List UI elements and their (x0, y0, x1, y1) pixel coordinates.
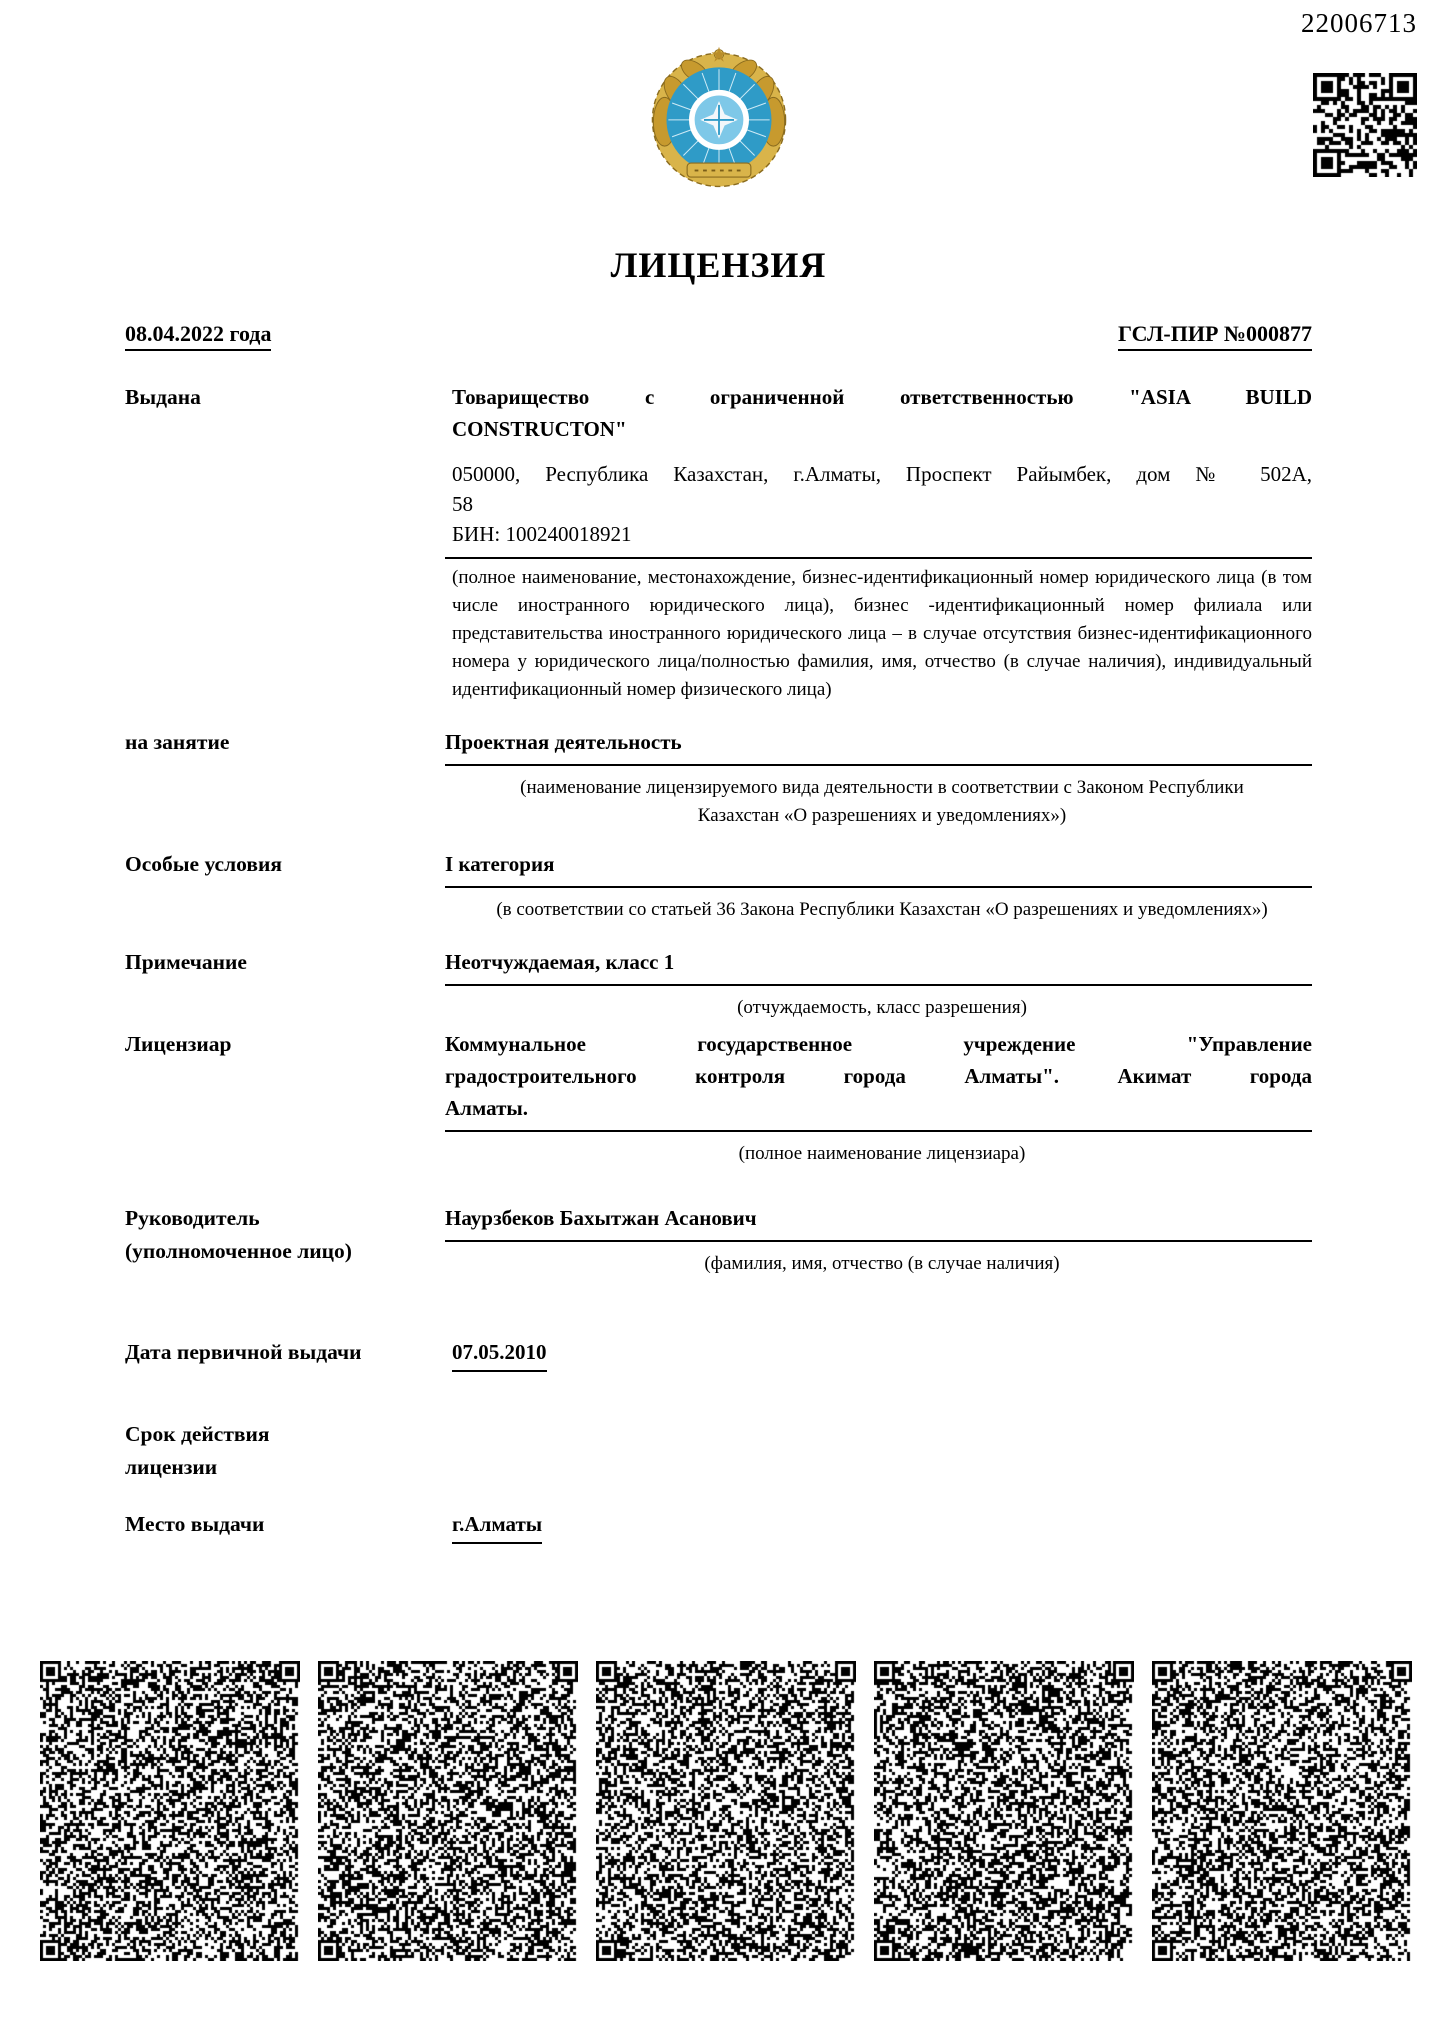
special-conditions-note: (в соответствии со статьей 36 Закона Республики Казахстан «О разрешениях и уведомлениях») (496, 899, 1268, 920)
special-conditions-label: Особые условия (125, 852, 283, 876)
first-issue-date-label: Дата первичной выдачи (125, 1340, 362, 1364)
license-number: ГСЛ-ПИР №000877 (1118, 321, 1312, 351)
licensor-label: Лицензиар (125, 1032, 232, 1056)
issued-to-label: Выдана (125, 385, 201, 409)
licensor-note: (полное наименование лицензиара) (738, 1143, 1026, 1164)
validity-label: Срок действия лицензии (125, 1422, 270, 1479)
row-remark (125, 946, 1312, 1022)
head-value: Наурзбеков Бахытжан Асанович (445, 1206, 757, 1230)
row-issued-to (125, 381, 1312, 704)
header-row (125, 321, 1312, 351)
issue-place-value: г.Алматы (452, 1508, 542, 1544)
signature-barcode-4 (874, 1661, 1134, 1961)
row-head (125, 1202, 1312, 1278)
first-issue-date-value: 07.05.2010 (452, 1336, 547, 1372)
kazakhstan-emblem-icon (644, 43, 794, 193)
activity-value: Проектная деятельность (445, 730, 682, 754)
company-address: 050000, Республика Казахстан, г.Алматы, Проспект Райымбек, дом № 502А, 58 (452, 462, 1312, 516)
company-name: Товарищество с ограниченной ответственностью "ASIA BUILD CONSTRUCTON" (452, 385, 1312, 441)
row-validity (125, 1418, 1312, 1484)
remark-label: Примечание (125, 950, 247, 974)
corner-block (1301, 8, 1417, 177)
issue-place-label: Место выдачи (125, 1512, 265, 1536)
signature-barcode-3 (596, 1661, 856, 1961)
special-conditions-value: I категория (445, 852, 555, 876)
remark-value: Неотчуждаемая, класс 1 (445, 950, 675, 974)
document-content (0, 43, 1429, 1544)
company-bin: БИН: 100240018921 (452, 522, 632, 546)
signature-barcode-2 (318, 1661, 578, 1961)
licensor-value: Коммунальное государственное учреждение "Управление градостроительного контроля города Алматы". Акимат города Алматы. (445, 1032, 1312, 1120)
row-licensor (125, 1028, 1312, 1168)
signature-barcode-strip (0, 1661, 1429, 1961)
issued-to-note-block (445, 557, 1312, 704)
row-special-conditions (125, 848, 1312, 924)
head-label: Руководитель (уполномоченное лицо) (125, 1206, 352, 1263)
signature-barcode-1 (40, 1661, 300, 1961)
row-first-issue-date (125, 1336, 1312, 1372)
signature-barcode-5 (1152, 1661, 1412, 1961)
issue-date: 08.04.2022 года (125, 321, 271, 351)
issued-to-note: (полное наименование, местонахождение, бизнес-идентификационный номер юридического лица (в том числе иностранного юридического лица), бизнес -идентификационный номер филиала или представительства иностранного юридического лица – в случае отсутствия бизнес-идентификационного номера у юридического лица/полностью фамилия, имя, отчество (в случае наличия), индивидуальный идентификационный номер физического лица) (452, 567, 1312, 700)
qr-code-icon (1313, 73, 1417, 177)
remark-note: (отчуждаемость, класс разрешения) (737, 997, 1027, 1018)
row-issue-place (125, 1508, 1312, 1544)
activity-note: (наименование лицензируемого вида деятельности в соответствии с Законом Республики Казахстан «О разрешениях и уведомлениях») (520, 777, 1244, 826)
row-activity (125, 726, 1312, 830)
activity-label: на занятие (125, 730, 230, 754)
page-title: ЛИЦЕНЗИЯ (610, 245, 827, 285)
head-note: (фамилия, имя, отчество (в случае наличия) (704, 1253, 1060, 1274)
document-number: 22006713 (1301, 8, 1417, 38)
